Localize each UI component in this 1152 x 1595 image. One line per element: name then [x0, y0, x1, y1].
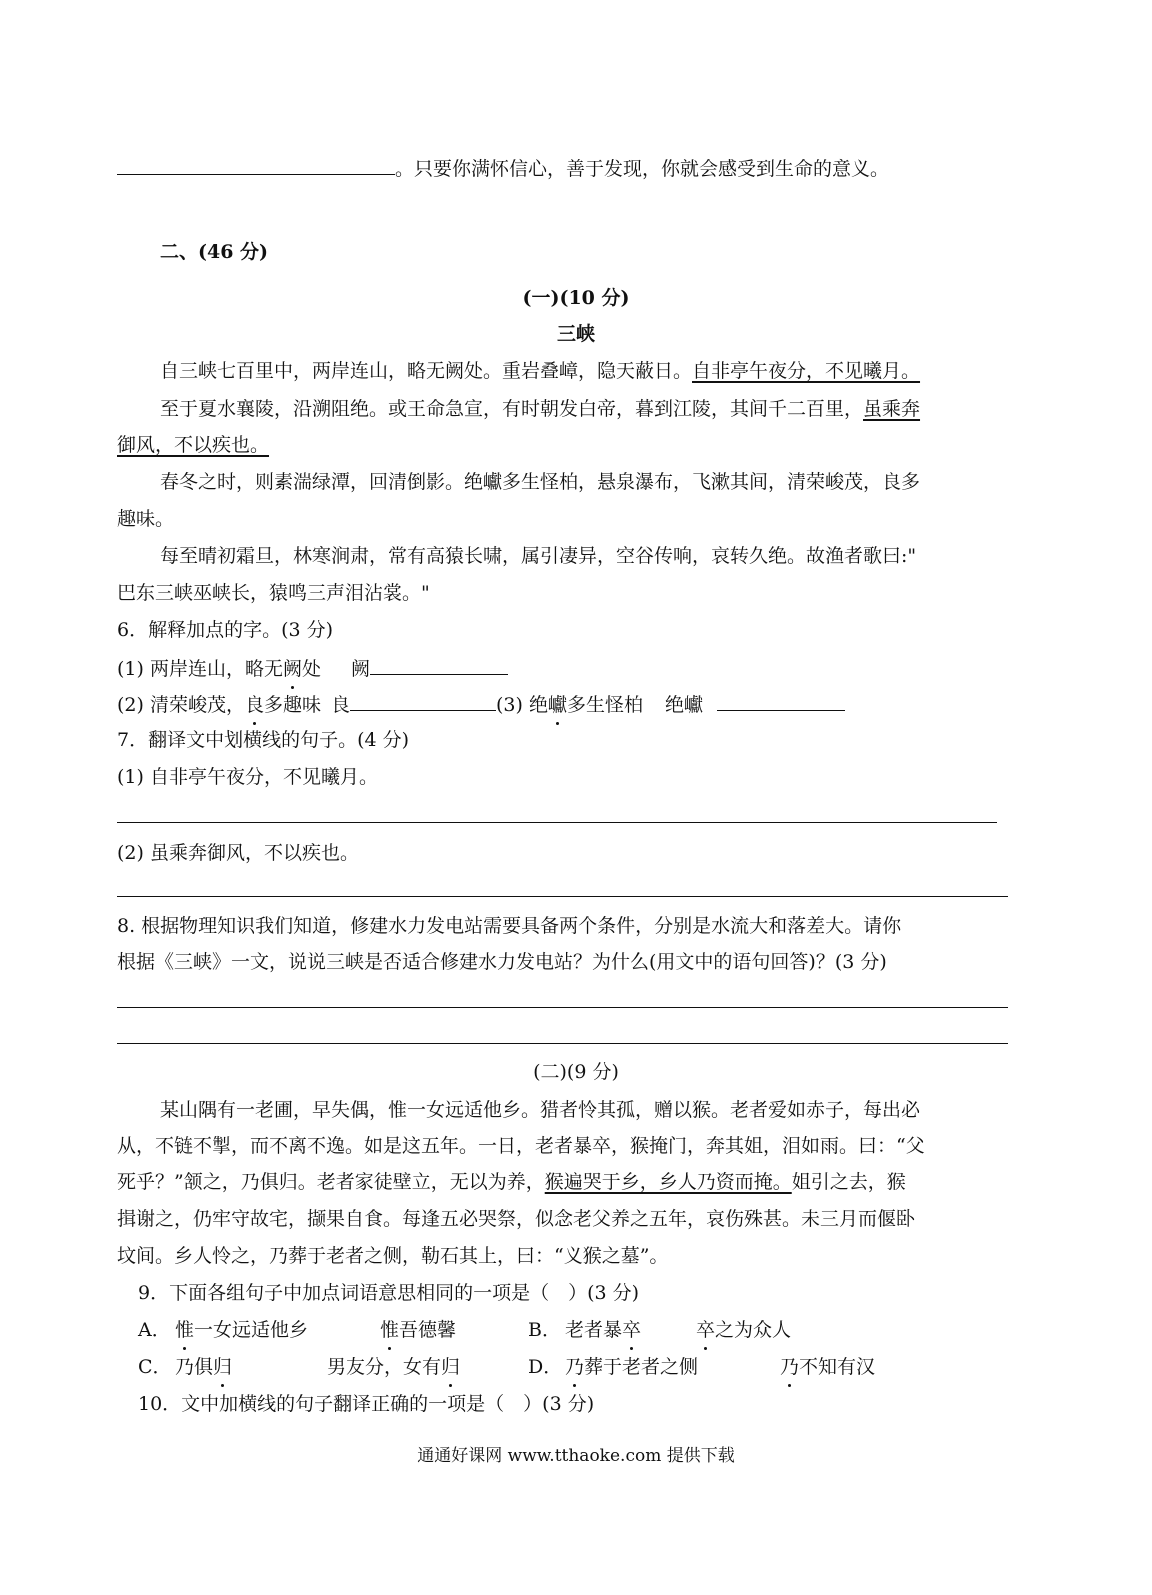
underlined-sentence: 自非亭午夜分，不见曦月。	[692, 360, 921, 382]
option-a-sentence-1	[175, 1317, 308, 1343]
question-7-sentence-2: (2) 虽乘奔御风，不以疾也。	[117, 842, 359, 864]
paragraph-text: 死乎？”颔之，乃俱归。老者家徒壁立，无以为养，	[117, 1171, 545, 1193]
paragraph-text: 姐引之去，猴	[791, 1171, 906, 1193]
dotted-char: 归	[441, 1356, 461, 1378]
option-text: 之为众人	[715, 1319, 792, 1341]
dotted-char: 卒	[622, 1319, 642, 1341]
passage-title: 三峡	[556, 323, 595, 345]
top-fill-line	[117, 154, 889, 182]
dotted-char: 阙	[282, 658, 302, 680]
passage-paragraph-2	[160, 396, 920, 422]
option-b-sentence-2	[696, 1317, 791, 1343]
option-a-sentence-2	[380, 1317, 456, 1343]
answer-line[interactable]	[117, 822, 997, 823]
underlined-sentence: 虽乘奔	[863, 398, 921, 420]
passage-paragraph-1	[160, 358, 920, 384]
option-text: 乃俱	[175, 1356, 214, 1378]
option-c-label[interactable]: C．	[138, 1356, 172, 1378]
question-6-item-2	[117, 690, 845, 718]
passage-paragraph-4-cont: 巴东三峡巫峡长，猿鸣三声泪沾裳。"	[117, 582, 430, 604]
section-heading: 二、(46 分)	[160, 241, 269, 263]
dotted-char: 巘	[547, 694, 567, 716]
item-text: (3) 绝	[496, 694, 548, 716]
option-text: 吾德馨	[399, 1319, 457, 1341]
dotted-char: 惟	[380, 1319, 400, 1341]
paragraph-text: 自三峡七百里中，两岸连山，略无阙处。重岩叠嶂，隐天蔽日。	[160, 360, 693, 382]
answer-blank[interactable]	[350, 690, 496, 711]
option-c-sentence-1	[175, 1354, 232, 1380]
answer-blank[interactable]	[117, 154, 395, 175]
question-8-line-2: 根据《三峡》一文，说说三峡是否适合修建水力发电站？为什么(用文中的语句回答)？(3 分)	[117, 951, 887, 973]
item-text: 处	[301, 658, 321, 680]
dotted-char: 卒	[696, 1319, 716, 1341]
dotted-char: 乃	[780, 1356, 800, 1378]
option-b-sentence-1	[565, 1317, 641, 1343]
underlined-sentence: 御风，不以疾也。	[117, 434, 270, 456]
part1-heading: (一)(10 分)	[522, 287, 630, 309]
paragraph-text: 至于夏水襄陵，沿溯阻绝。或王命急宣，有时朝发白帝，暮到江陵，其间千二百里，	[160, 398, 864, 420]
question-8-line-1: 8. 根据物理知识我们知道，修建水力发电站需要具备两个条件，分别是水流大和落差大。请你	[117, 915, 902, 937]
question-7-stem: 7．翻译文中划横线的句子。(4 分)	[117, 729, 410, 751]
answer-blank[interactable]	[370, 654, 508, 675]
target-word: 绝巘	[665, 694, 704, 716]
passage2-line-3	[117, 1169, 906, 1195]
answer-line[interactable]	[117, 896, 1008, 897]
passage2-line-2: 从，不链不掣，而不离不逸。如是这五年。一日，老者暴卒，猴掩门，奔其姐，泪如雨。曰：“父	[117, 1135, 925, 1157]
option-d-sentence-2	[780, 1354, 875, 1380]
answer-blank[interactable]	[717, 690, 845, 711]
option-d-sentence-1	[565, 1354, 698, 1380]
passage-paragraph-3-cont: 趣味。	[117, 508, 175, 530]
passage2-line-5: 坟间。乡人怜之，乃葬于老者之侧，勒石其上，曰：“义猴之墓”。	[117, 1245, 669, 1267]
item-text: (2) 清荣峻茂，	[117, 694, 245, 716]
dotted-char: 归	[213, 1356, 233, 1378]
target-word: 阙	[351, 658, 371, 680]
item-text: 多生怪柏	[567, 694, 644, 716]
option-d-label[interactable]: D．	[528, 1356, 563, 1378]
question-7-sentence-1: (1) 自非亭午夜分，不见曦月。	[117, 766, 378, 788]
answer-line[interactable]	[117, 1007, 1008, 1008]
item-text: 多趣味	[263, 694, 321, 716]
item-text: (1) 两岸连山，略无	[117, 658, 283, 680]
option-c-sentence-2	[327, 1354, 460, 1380]
passage-paragraph-4: 每至晴初霜旦，林寒涧肃，常有高猿长啸，属引凄异，空谷传响，哀转久绝。故渔者歌曰:"	[160, 545, 917, 567]
top-line-text: 。只要你满怀信心，善于发现，你就会感受到生命的意义。	[395, 158, 890, 180]
answer-line[interactable]	[117, 1043, 1008, 1044]
dotted-char: 乃	[565, 1356, 585, 1378]
page-footer: 通通好课网 www.tthaoke.com 提供下载	[417, 1446, 735, 1466]
option-text: 一女远适他乡	[194, 1319, 309, 1341]
target-word: 良	[331, 694, 351, 716]
passage-paragraph-2-cont	[117, 432, 269, 458]
option-a-label[interactable]: A．	[138, 1319, 171, 1341]
passage2-line-1: 某山隅有一老圃，早失偶，惟一女远适他乡。猎者怜其孤，赠以猴。老者爱如赤子，每出必	[160, 1099, 921, 1121]
option-text: 不知有汉	[799, 1356, 876, 1378]
part2-heading: (二)(9 分)	[533, 1061, 619, 1083]
option-text: 葬于老者之侧	[584, 1356, 699, 1378]
option-text: 老者暴	[565, 1319, 623, 1341]
question-10-stem: 10．文中加横线的句子翻译正确的一项是（ ）(3 分)	[138, 1393, 595, 1415]
option-text: 男友分，女有	[327, 1356, 442, 1378]
question-6-item-1	[117, 654, 508, 682]
passage-paragraph-3: 春冬之时，则素湍绿潭，回清倒影。绝巘多生怪柏，悬泉瀑布，飞漱其间，清荣峻茂，良多	[160, 471, 921, 493]
underlined-sentence: 猴遍哭于乡，乡人乃资而掩。	[544, 1171, 792, 1193]
option-b-label[interactable]: B．	[528, 1319, 561, 1341]
question-9-stem: 9．下面各组句子中加点词语意思相同的一项是（ ）(3 分)	[138, 1282, 640, 1304]
dotted-char: 良	[244, 694, 264, 716]
question-6-stem: 6．解释加点的字。(3 分)	[117, 619, 334, 641]
passage2-line-4: 揖谢之，仍牢守故宅，撷果自食。每逢五必哭祭，似念老父养之五年，哀伤殊甚。未三月而偃卧	[117, 1208, 916, 1230]
dotted-char: 惟	[175, 1319, 195, 1341]
